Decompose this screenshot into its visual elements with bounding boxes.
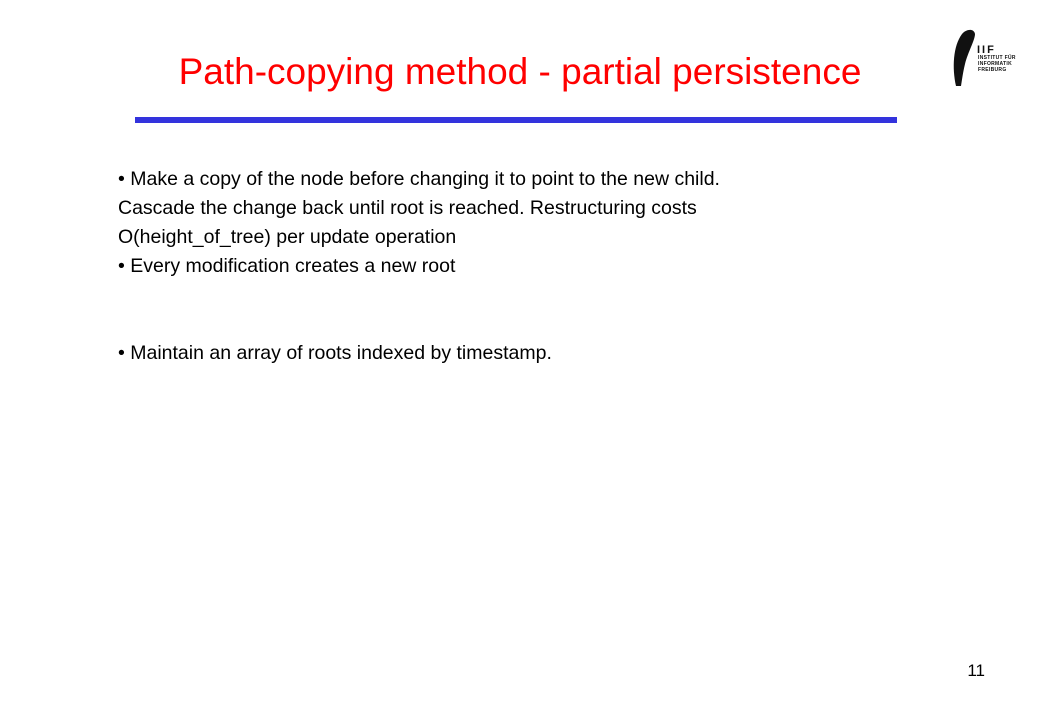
paragraph-gap xyxy=(118,281,898,339)
logo-line-1: INSTITUT FÜR xyxy=(978,55,1016,61)
bullet-2: • Every modification creates a new root xyxy=(118,255,456,277)
slide-body xyxy=(118,165,898,368)
title-underline xyxy=(135,117,897,123)
bullet-1-line-2: Cascade the change back until root is reached. Restructuring costs xyxy=(118,197,697,219)
logo-acronym: IIF xyxy=(977,44,996,56)
bullet-3: • Maintain an array of roots indexed by timestamp. xyxy=(118,342,552,364)
bullet-1-line-3: O(height_of_tree) per update operation xyxy=(118,226,457,248)
logo-line-2: INFORMATIK xyxy=(978,61,1013,67)
bullet-1-line-1: • Make a copy of the node before changing it to point to the new child. xyxy=(118,168,720,190)
slide-title: Path-copying method - partial persistence xyxy=(178,51,862,92)
page-number: 11 xyxy=(967,661,985,680)
logo-line-3: FREIBURG xyxy=(978,67,1007,73)
